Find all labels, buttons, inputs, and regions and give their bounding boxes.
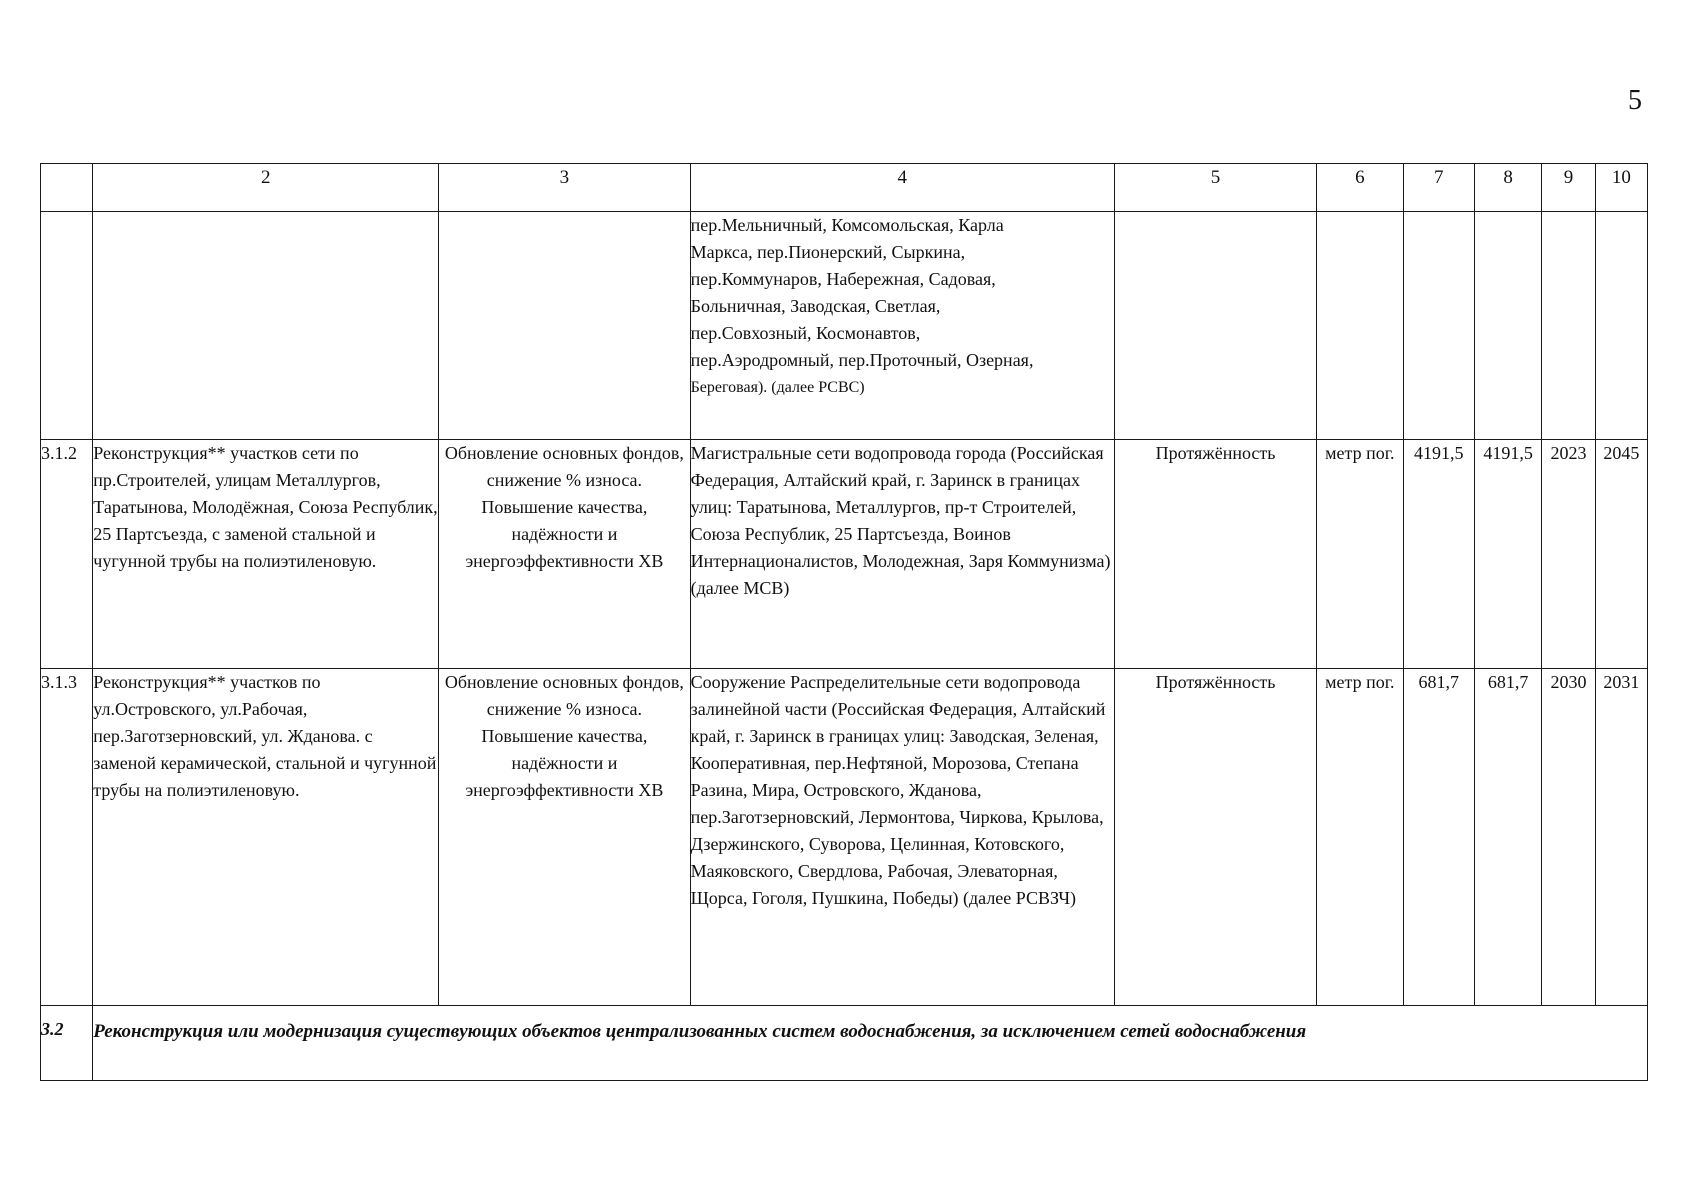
object-description-cell [690,212,1114,440]
goal-cell [439,212,690,440]
table-row-3-1-3 [41,669,1648,1006]
table-row-3-1-2 [41,440,1648,669]
header-cell-3: 3 [439,164,690,212]
goal-cell: Обновление основных фондов, снижение % износа. Повышение качества, надёжности и энергоэффективности ХВ [439,440,690,669]
unit-cell: метр пог. [1317,669,1403,1006]
object-description-line: Маркса, пер.Пионерский, Сыркина, [690,242,966,262]
section-number: 3.2 [41,1006,93,1081]
object-description-cell: Магистральные сети водопровода города (Российская Федерация, Алтайский край, г. Заринск в границах улиц: Таратынова, Металлургов, пр-т Строителей, Союза Республик, 25 Партсъезда, Воинов Интернационалистов, Молодежная, Заря Коммунизма) (далее МСВ) [690,440,1114,669]
goal-cell: Обновление основных фондов, снижение % износа. Повышение качества, надёжности и энергоэффективности ХВ [439,669,690,1006]
start-year-cell: 2023 [1542,440,1595,669]
investment-program-table [40,163,1648,1081]
measure-name-cell: Реконструкция** участков по ул.Островского, ул.Рабочая, пер.Заготзерновский, ул. Жданова. с заменой керамической, стальной и чугунной трубы на полиэтиленовую. [93,669,439,1006]
value-after-cell: 4191,5 [1474,440,1541,669]
unit-cell [1317,212,1403,440]
object-description-line: пер.Аэродромный, пер.Проточный, Озерная, [690,350,1034,370]
header-cell-1 [41,164,93,212]
row-number-cell: 3.1.3 [41,669,93,1006]
header-cell-9: 9 [1542,164,1595,212]
row-number-cell: 3.1.2 [41,440,93,669]
object-description-line: пер.Совхозный, Космонавтов, [690,323,921,343]
unit-cell: метр пог. [1317,440,1403,669]
object-description-line: Больничная, Заводская, Светлая, [690,296,941,316]
table-row-continuation [41,212,1648,440]
object-description-line: пер.Мельничный, Комсомольская, Карла [690,215,1004,235]
object-description-line: Береговая). (далее РСВС) [690,379,865,396]
value-before-cell [1403,212,1474,440]
indicator-cell: Протяжённость [1114,440,1316,669]
measure-name-cell [93,212,439,440]
start-year-cell [1542,212,1595,440]
indicator-cell: Протяжённость [1114,669,1316,1006]
object-description-cell: Сооружение Распределительные сети водопровода залинейной части (Российская Федерация, Алтайский край, г. Заринск в границах улиц: Заводская, Зеленая, Кооперативная, пер.Нефтяной, Морозова, Степана Разина, Мира, Островского, Жданова, пер.Заготзерновский, Лермонтова, Чиркова, Крылова, Дзержинского, Суворова, Целинная, Котовского, Маяковского, Свердлова, Рабочая, Элеваторная, Щорса, Гоголя, Пушкина, Победы) (далее РСВЗЧ) [690,669,1114,1006]
section-row-3-2 [41,1006,1648,1081]
value-before-cell: 4191,5 [1403,440,1474,669]
header-cell-8: 8 [1474,164,1541,212]
end-year-cell [1595,212,1647,440]
end-year-cell: 2031 [1595,669,1647,1006]
measure-name-cell: Реконструкция** участков сети по пр.Строителей, улицам Металлургов, Таратынова, Молодёжная, Союза Республик, 25 Партсъезда, с заменой стальной и чугунной трубы на полиэтиленовую. [93,440,439,669]
table-header [41,164,1648,212]
header-row [41,164,1648,212]
header-cell-7: 7 [1403,164,1474,212]
value-before-cell: 681,7 [1403,669,1474,1006]
end-year-cell: 2045 [1595,440,1647,669]
indicator-cell [1114,212,1316,440]
start-year-cell: 2030 [1542,669,1595,1006]
object-description-line: пер.Коммунаров, Набережная, Садовая, [690,269,996,289]
header-cell-2: 2 [93,164,439,212]
value-after-cell [1474,212,1541,440]
header-cell-6: 6 [1317,164,1403,212]
value-after-cell: 681,7 [1474,669,1541,1006]
header-cell-5: 5 [1114,164,1316,212]
header-cell-10: 10 [1595,164,1647,212]
section-title: Реконструкция или модернизация существующих объектов централизованных систем водоснабжения, за исключением сетей водоснабжения [93,1006,1648,1081]
page-number: 5 [1628,85,1642,116]
row-number-cell [41,212,93,440]
header-cell-4: 4 [690,164,1114,212]
